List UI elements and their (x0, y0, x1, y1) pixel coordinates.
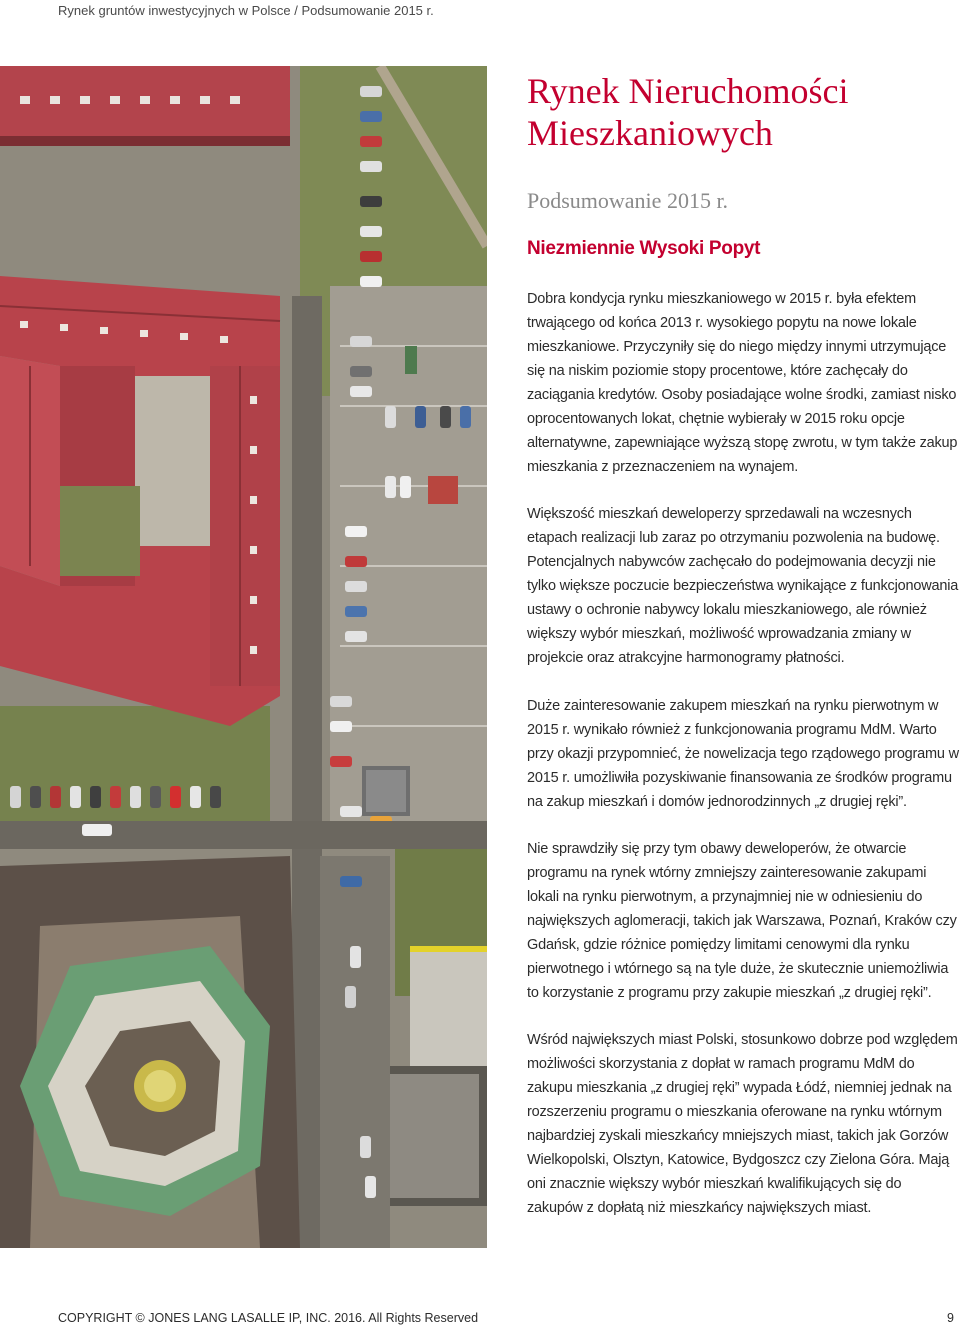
page-title: Rynek Nieruchomości Mieszkaniowych (527, 71, 849, 153)
body-paragraph-5: Wśród największych miast Polski, stosunkowo dobrze pod względem możliwości skorzystania z dopłat w ramach programu MdM do zakupu mieszkania „z drugiej ręki” wypada Łódź, niemniej jednak na rozszerzeniu programu o mieszkania oferowane na rynku wtórnym najbardziej zyskali mieszkańcy mniejszych miast, takich jak Gorzów Wielkopolski, Olsztyn, Katowice, Bydgoszcz czy Zielona Góra. Mają oni znacznie większy wybór mieszkań kwalifikujących się do zakupów z dopłatą niż mieszkańcy największych miast. (527, 1032, 958, 1216)
running-header: Rynek gruntów inwestycyjnych w Polsce / Podsumowanie 2015 r. (58, 3, 434, 18)
body-paragraph-3: Duże zainteresowanie zakupem mieszkań na rynku pierwotnym w 2015 r. wynikało również z funkcjonowania programu MdM. Warto przy okazji przypomnieć, że nowelizacja tego rządowego programu w 2015 r. umożliwiła pozyskiwanie finansowania ze środków programu na zakup mieszkań i domów jednorodzinnych „z drugiej ręki”. (527, 698, 959, 810)
page-number: 9 (947, 1311, 954, 1325)
page-subtitle: Podsumowanie 2015 r. (527, 188, 729, 213)
footer-copyright: COPYRIGHT © JONES LANG LASALLE IP, INC. 2016. All Rights Reserved (58, 1311, 479, 1325)
body-paragraph-4: Nie sprawdziły się przy tym obawy deweloperów, że otwarcie programu na rynek wtórny zmniejszy zainteresowanie zakupami lokali na rynku pierwotnym, a przynajmniej nie w odniesieniu do największych aglomeracji, takich jak Warszawa, Poznań, Kraków czy Gdańsk, gdzie różnice pomiędzy limitami cenowymi dla rynku pierwotnego i wtórnego są na tyle duże, że skutecznie uniemożliwia to korzystanie z programu przy zakupie mieszkań „z drugiej ręki”. (527, 841, 957, 1001)
body-paragraph-1: Dobra kondycja rynku mieszkaniowego w 2015 r. była efektem trwającego od końca 2013 r. wysokiego popytu na nowe lokale mieszkaniowe. Przyczyniły się do niego między innymi utrzymujące się na niskim poziomie stopy procentowe, które zachęcały do zaciągania kredytów. Osoby posiadające wolne środki, zamiast nisko oprocentowanych lokat, chętnie wybierały w 2015 roku opcje alternatywne, zapewniające wyższą stopę zwrotu, w tym także zakup mieszkania z przeznaczeniem na wynajem. (527, 291, 958, 475)
section-heading: Niezmiennie Wysoki Popyt (527, 238, 761, 259)
aerial-photo-residential-estate (0, 66, 487, 1248)
body-paragraph-2: Większość mieszkań deweloperzy sprzedawali na wczesnych etapach realizacji lub zaraz po otrzymaniu pozwolenia na budowę. Potencjalnych nabywców zachęcało do podejmowania decyzji nie tylko większe poczucie bezpieczeństwa wynikające z funkcjonowania ustawy o ochronie nabywcy lokalu mieszkaniowego, ale również większy wybór mieszkań, możliwość wprowadzania zmiany w projekcie oraz atrakcyjne harmonogramy płatności. (527, 506, 959, 666)
